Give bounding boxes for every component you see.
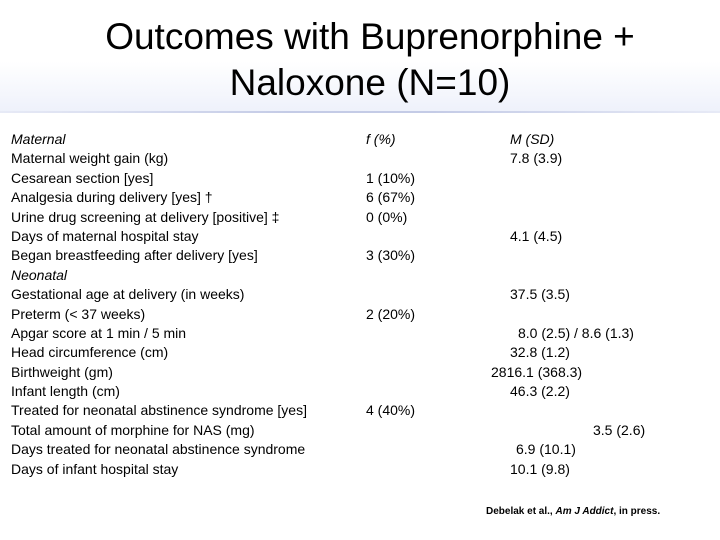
table-row — [11, 305, 711, 324]
row-label: Birthweight (gm) — [11, 363, 113, 380]
outcomes-table — [11, 130, 711, 479]
row-label: Gestational age at delivery (in weeks) — [11, 286, 245, 303]
row-label: Treated for neonatal abstinence syndrome [yes] — [11, 402, 307, 419]
row-mean-sd: 7.8 (3.9) — [510, 150, 563, 167]
row-mean-sd: 8.0 (2.5) / 8.6 (1.3) — [518, 324, 634, 341]
row-label: Apgar score at 1 min / 5 min — [11, 324, 187, 341]
header-maternal: Maternal — [11, 131, 66, 147]
row-label: Analgesia during delivery [yes] † — [11, 189, 213, 206]
citation — [486, 506, 660, 517]
table-row — [11, 227, 711, 246]
row-mean-sd: 6.9 (10.1) — [516, 441, 576, 458]
title-band — [0, 0, 720, 112]
row-label: Head circumference (cm) — [11, 344, 169, 361]
header-frequency: f (%) — [366, 131, 396, 147]
citation-authors: Debelak et al., — [486, 506, 556, 517]
row-mean-sd: 10.1 (9.8) — [510, 460, 570, 477]
row-label: Began breastfeeding after delivery [yes] — [11, 247, 258, 264]
table-row — [11, 440, 711, 459]
table-row — [11, 343, 711, 362]
row-label: Days of maternal hospital stay — [11, 227, 199, 244]
row-label: Urine drug screening at delivery [positive] ‡ — [11, 208, 280, 225]
slide-title — [50, 14, 690, 106]
table-row — [11, 382, 711, 401]
row-frequency: 0 (0%) — [366, 208, 408, 225]
row-label: Preterm (< 37 weeks) — [11, 305, 146, 322]
row-mean-sd: 2816.1 (368.3) — [491, 363, 583, 380]
row-label: Infant length (cm) — [11, 383, 120, 400]
row-frequency: 3 (30%) — [366, 247, 416, 264]
table-section-row — [11, 266, 711, 285]
row-label: Days treated for neonatal abstinence syndrome — [11, 441, 306, 458]
table-row — [11, 246, 711, 265]
table-row — [11, 169, 711, 188]
row-label: Cesarean section [yes] — [11, 169, 154, 186]
row-frequency: 1 (10%) — [366, 169, 416, 186]
row-mean-sd: 4.1 (4.5) — [510, 227, 563, 244]
table-header-row — [11, 130, 711, 149]
citation-journal: Am J Addict — [555, 506, 614, 517]
table-row — [11, 324, 711, 343]
row-label: Total amount of morphine for NAS (mg) — [11, 421, 255, 438]
row-label: Maternal weight gain (kg) — [11, 150, 169, 167]
row-frequency: 6 (67%) — [366, 189, 416, 206]
slide-title-line-1: Outcomes with Buprenorphine + — [105, 16, 635, 57]
table-row — [11, 208, 711, 227]
header-mean-sd: M (SD) — [510, 131, 555, 147]
citation-suffix: , in press. — [613, 506, 661, 517]
row-frequency: 2 (20%) — [366, 305, 416, 322]
row-frequency: 4 (40%) — [366, 402, 416, 419]
section-heading-neonatal: Neonatal — [11, 266, 68, 283]
table-row — [11, 363, 711, 382]
table-row — [11, 285, 711, 304]
table-row — [11, 401, 711, 420]
row-mean-sd: 46.3 (2.2) — [510, 383, 570, 400]
table-row — [11, 421, 711, 440]
table-row — [11, 188, 711, 207]
row-mean-sd: 32.8 (1.2) — [510, 344, 570, 361]
table-row — [11, 149, 711, 168]
row-mean-sd: 37.5 (3.5) — [510, 286, 570, 303]
title-divider — [0, 111, 720, 113]
slide-title-line-2: Naloxone (N=10) — [229, 62, 511, 103]
table-row — [11, 460, 711, 479]
row-mean-sd: 3.5 (2.6) — [593, 421, 646, 438]
row-label: Days of infant hospital stay — [11, 460, 179, 477]
